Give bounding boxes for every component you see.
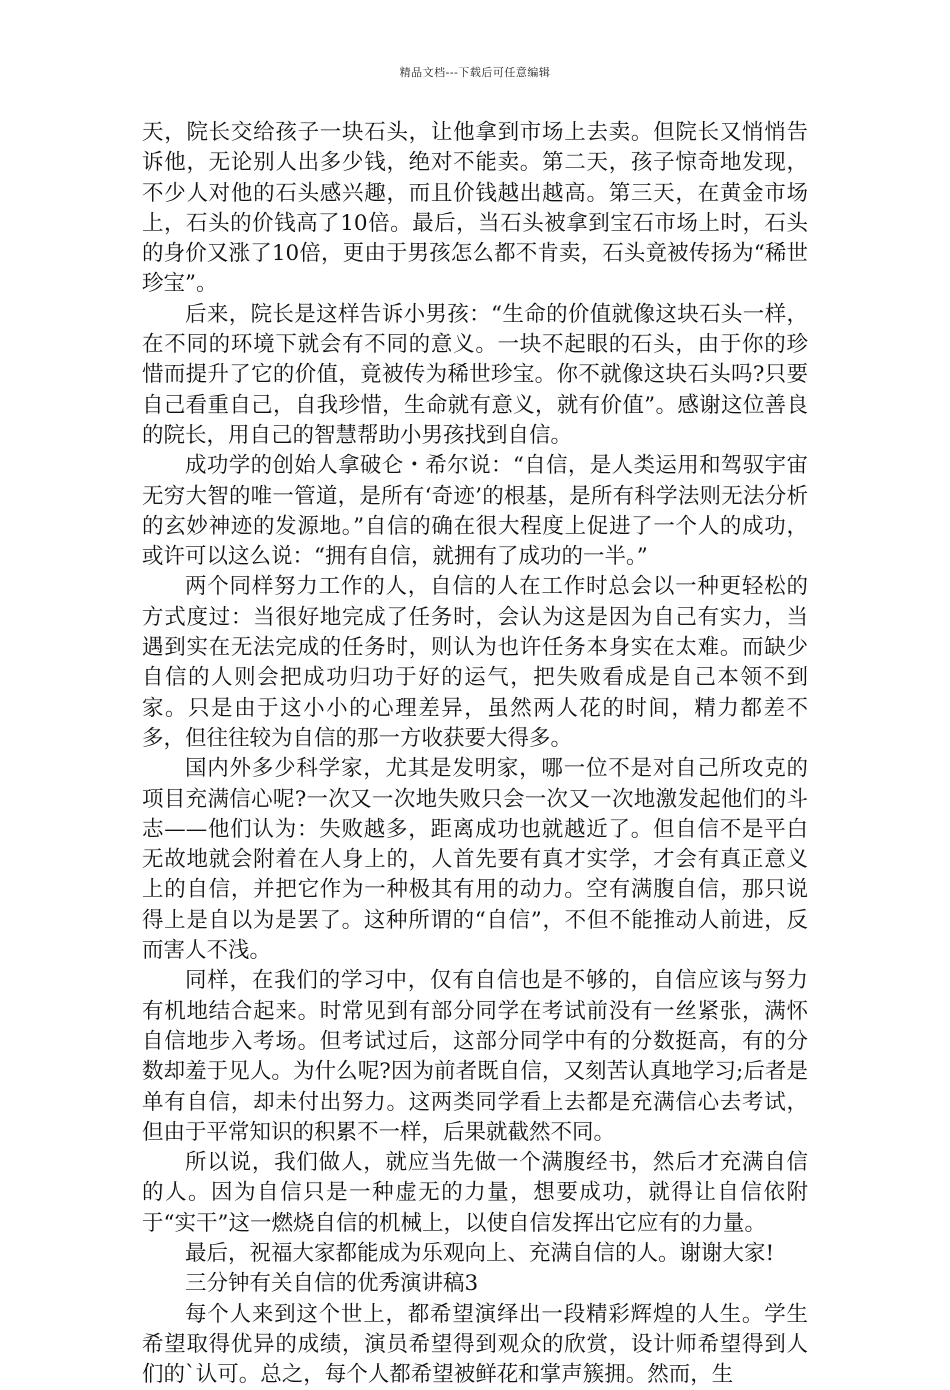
paragraph: 最后，祝福大家都能成为乐观向上、充满自信的人。谢谢大家! (185, 1240, 775, 1266)
document-body (142, 118, 808, 1390)
paragraph: 同样，在我们的学习中，仅有自信也是不够的，自信应该与努力有机地结合起来。时常见到有部分同学在考试前没有一丝紧张，满怀自信地步入考场。但考试过后，这部分同学中有的分数挺高，有的分数却羞于见人。为什么呢?因为前者既自信，又刻苦认真地学习;后者是单有自信，却未付出努力。这两类同学看上去都是充满信心去考试，但由于平常知识的积累不一样，后果就截然不同。 (142, 968, 808, 1145)
paragraph: 国内外多少科学家，尤其是发明家，哪一位不是对自己所攻克的项目充满信心呢?一次又一次地失败只会一次又一次地激发起他们的斗志——他们认为：失败越多，距离成功也就越近了。但自信不是平白无故地就会附着在人身上的，人首先要有真才实学，才会有真正意义上的自信，并把它作为一种极其有用的动力。空有满腹自信，那只说得上是自以为是罢了。这种所谓的“自信”，不但不能推动人前进，反而害人不浅。 (142, 756, 808, 964)
paragraph: 所以说，我们做人，就应当先做一个满腹经书，然后才充满自信的人。因为自信只是一种虚无的力量，想要成功，就得让自信依附于“实干”这一燃烧自信的机械上，以使自信发挥出它应有的力量。 (142, 1150, 808, 1236)
paragraph: 天，院长交给孩子一块石头，让他拿到市场上去卖。但院长又悄悄告诉他，无论别人出多少钱，绝对不能卖。第二天，孩子惊奇地发现，不少人对他的石头感兴趣，而且价钱越出越高。第三天，在黄金市场上，石头的价钱高了10倍。最后，当石头被拿到宝石市场上时，石头的身价又涨了10倍，更由于男孩怎么都不肯卖，石头竟被传扬为“稀世珍宝”。 (142, 120, 808, 297)
paragraph: 成功学的创始人拿破仑・希尔说：“自信，是人类运用和驾驭宇宙无穷大智的唯一管道，是所有‘奇迹’的根基，是所有科学法则无法分析的玄妙神迹的发源地。”自信的确在很大程度上促进了一个人的成功，或许可以这么说：“拥有自信，就拥有了成功的一半。” (142, 453, 808, 570)
page-header: 精品文档---下载后可任意编辑 (399, 66, 551, 79)
paragraph: 后来，院长是这样告诉小男孩：“生命的价值就像这块石头一样，在不同的环境下就会有不同的意义。一块不起眼的石头，由于你的珍惜而提升了它的价值，竟被传为稀世珍宝。你不就像这块石头吗?只要自己看重自己，自我珍惜，生命就有意义，就有价值”。感谢这位善良的院长，用自己的智慧帮助小男孩找到自信。 (142, 301, 808, 448)
paragraph: 两个同样努力工作的人，自信的人在工作时总会以一种更轻松的方式度过：当很好地完成了任务时，会认为这是因为自己有实力，当遇到实在无法完成的任务时，则认为也许任务本身实在太难。而缺少自信的人则会把成功归功于好的运气，把失败看成是自己本领不到家。只是由于这小小的心理差异，虽然两人花的时间，精力都差不多，但往往较为自信的那一方收获要大得多。 (142, 574, 808, 751)
section-heading: 三分钟有关自信的优秀演讲稿3 (185, 1271, 479, 1297)
paragraph: 每个人来到这个世上，都希望演绎出一段精彩辉煌的人生。学生希望取得优异的成绩，演员希望得到观众的欣赏，设计师希望得到人们的`认可。总之，每个人都希望被鲜花和掌声簇拥。然而，生 (142, 1301, 808, 1388)
